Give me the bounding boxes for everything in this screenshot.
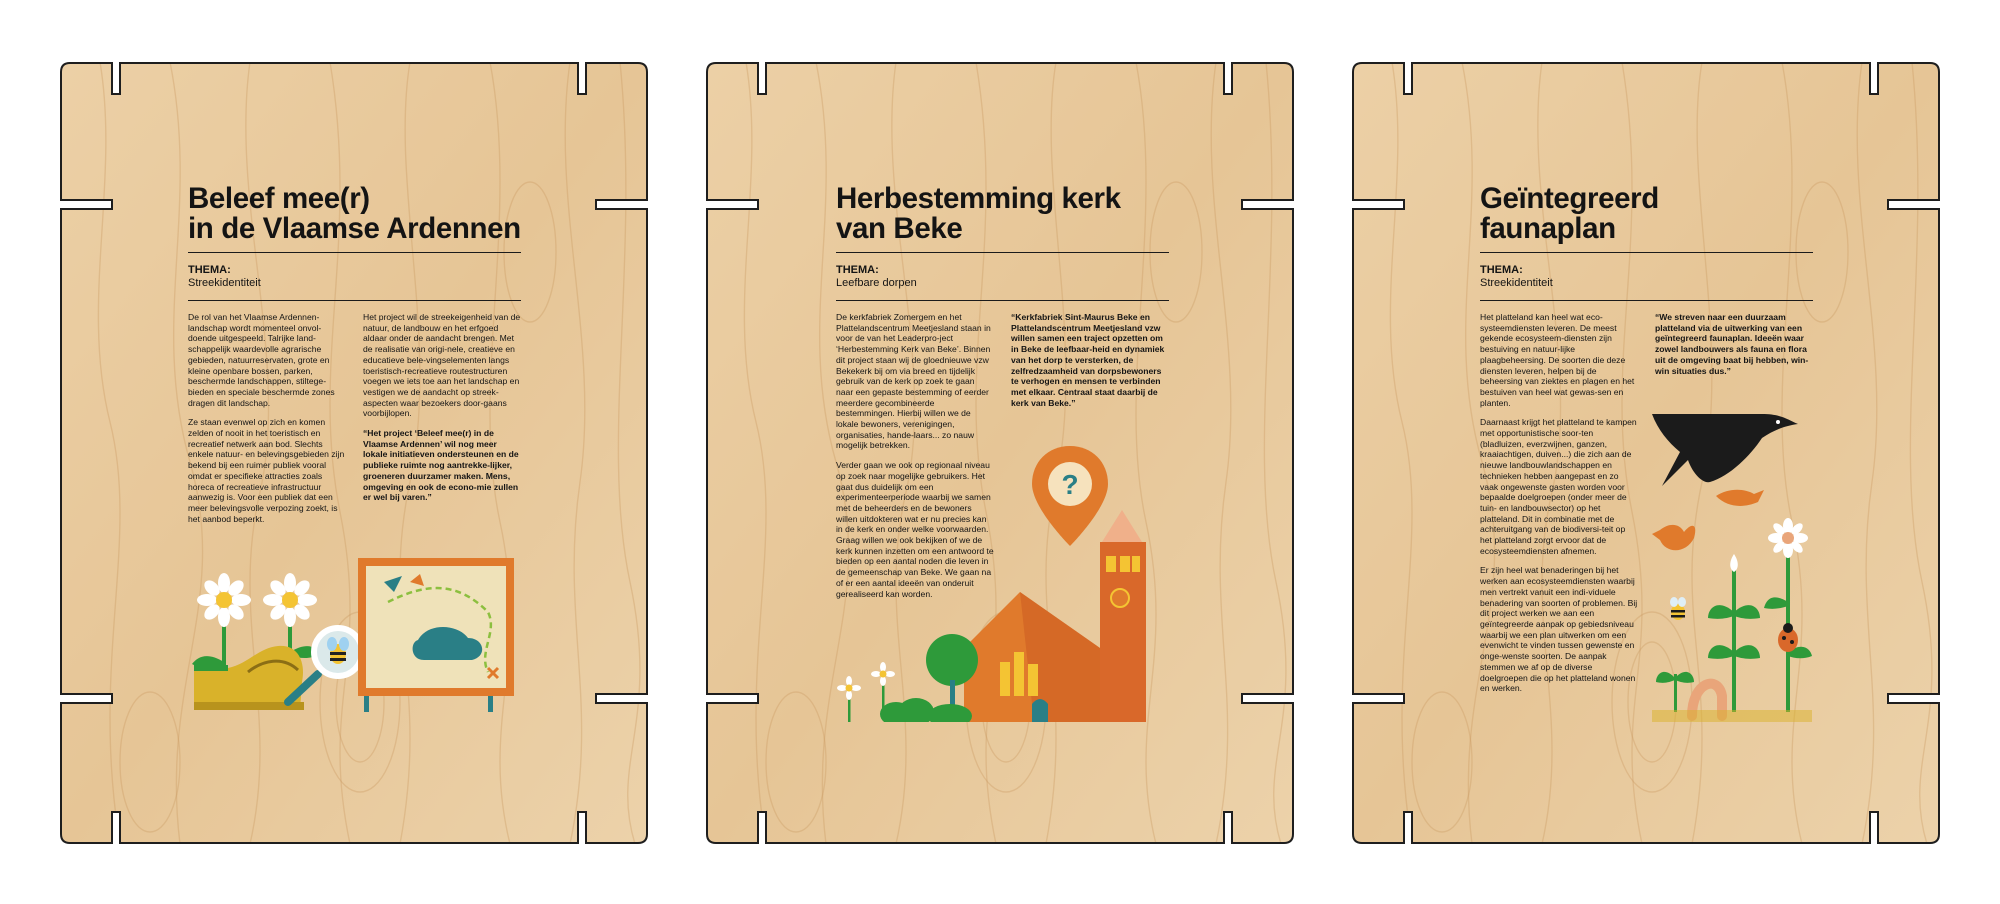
crow-icon	[1652, 414, 1798, 486]
bush-icon	[880, 698, 934, 722]
title-divider	[188, 252, 521, 253]
theme-label: THEMA:	[836, 264, 879, 276]
clock-icon	[1111, 589, 1129, 607]
paragraph: De kerkfabriek Zomergem en het Plattelandscentrum Meetjesland staan in voor de van het Leaderpro-ject ‘Herbestemming Kerk van Beke’. Binnen dit project staan wij de gloednieuwe vzw Bekekerk bij om via breed en tijdelijk gebruik van de kerk op zoek te gaan naar een gepaste bestemming of eerder meerdere gecombineerde bestemmingen. Hierbij willen we de lokale bewoners, verenigingen, organisaties, hande-laars... zo nauw mogelijk betrekken.	[836, 312, 991, 451]
theme-label: THEMA:	[1480, 264, 1523, 276]
info-panel-2	[706, 62, 1294, 844]
panel-title: Geïntegreerd faunaplan	[1480, 182, 1659, 245]
ladybug-icon	[1778, 623, 1798, 652]
paragraph: Daarnaast krijgt het platteland te kampen met opportunistische soor-ten (bladluizen, everzwijnen, ganzen, kraaiachtigen, duiven...) die zich aan de nieuwe landbouwlandschappen en technieken hebben aangepast en zo vaak ongewenste gasten worden voor bepaalde doelgroepen (onder meer de tuin- en landbouwsector) op het platteland. Dit in combinatie met de achteruitgang van de biodiversi-teit op het platteland zorgt ervoor dat de ecosysteemdiensten afnemen.	[1480, 417, 1637, 556]
paragraph: Ze staan evenwel op zich en komen zelden of nooit in het toeristisch en recreatief netwerk aan bod. Slechts enkele natuur- en belevingsgebieden zijn bekend bij een ruimer publiek vooral omdat er specifieke attracties zoals horeca of recreatieve infrastructuur aanwezig is. Voor een publiek dat een meer belevingsvolle verpozing zoekt, is het aanbod beperkt.	[188, 417, 345, 524]
theme-divider	[836, 300, 1169, 301]
ground	[1652, 710, 1812, 722]
theme-label: THEMA:	[188, 264, 231, 276]
title-divider	[836, 252, 1169, 253]
illustration-church	[834, 442, 1169, 722]
pull-quote: “Kerkfabriek Sint-Maurus Beke en Plattelandscentrum Meetjesland vzw willen samen een traject opzetten om in Beke de leefbaar-heid en dynamiek van het dorp te versterken, de zelfredzaamheid van dorpsbewoners te verhogen en mensen te verbinden met elkaar. Centraal staat daarbij de kerk van Beke.”	[1011, 312, 1165, 408]
text-column-left	[1480, 312, 1638, 703]
panel-title: Herbestemming kerk van Beke	[836, 182, 1121, 245]
bee-icon	[1670, 597, 1686, 620]
svg-text:?: ?	[1061, 469, 1079, 500]
info-panel-1	[60, 62, 648, 844]
panel-title: Beleef mee(r) in de Vlaamse Ardennen	[188, 182, 521, 245]
paragraph: Het platteland kan heel wat eco-systeemdiensten leveren. De meest gekende ecosysteem-diensten zijn bestuiving en natuur-lijke plaagbeheersing. De soorten die deze diensten leveren, helpen bij de beheersing van ziektes en plagen en het bestuiven van heel wat gewas-sen en planten.	[1480, 312, 1635, 408]
theme-divider	[1480, 300, 1813, 301]
bird-icon	[1652, 490, 1764, 551]
daisy-flower-icon	[1764, 518, 1812, 712]
illustration-landscape	[188, 552, 521, 712]
theme-divider	[188, 300, 521, 301]
illustration-fauna	[1652, 412, 1812, 722]
text-column-right	[363, 312, 521, 533]
church-icon	[964, 510, 1146, 722]
title-divider	[1480, 252, 1813, 253]
paragraph: Er zijn heel wat benaderingen bij het werken aan ecosysteemdiensten waarbij men vertrekt vanuit een indi-viduele benadering van soorten of problemen. Bij dit project werken we aan een geïntegreerde aanpak op gebiedsniveau waarbij we een plan uitwerken om een evenwicht te vinden tussen gewenste en onge-wenste soorten. De aanpak stemmen we af op de diverse doelgroepen die op het platteland wonen en werken.	[1480, 565, 1638, 694]
paragraph: Het project wil de streekeigenheid van de natuur, de landbouw en het erfgoed aldaar onder de aandacht brengen. Met de realisatie van origi-nele, creatieve en educatieve bele-vingselementen langs toeristisch-recreatieve routestructuren voegen we iets toe aan het landschap en vestigen we de aandacht op streek-aspecten waar bezoekers door-gaans voorbijlopen.	[363, 312, 521, 419]
theme-value: Leefbare dorpen	[836, 277, 917, 289]
pull-quote: “We streven naar een duurzaam platteland via de uitwerking van een geïntegreerd faunaplan. Ideeën waar zowel landbouwers als fauna en flora uit de omgeving baat bij hebben, win-win situaties dus.”	[1655, 312, 1809, 376]
pull-quote: “Het project ‘Beleef mee(r) in de Vlaamse Ardennen’ wil nog meer lokale initiatieven ondersteunen en de publieke ruimte nog aantrekke-lijker, groeneren duurzamer maken. Mens, omgeving en ook de econo-mie zullen er wel bij varen.”	[363, 428, 519, 503]
map-board-icon	[358, 558, 514, 712]
paragraph: De rol van het Vlaamse Ardennen-landschap wordt momenteel onvol-doende uitgespeeld. Talrijke land-schappelijk waardevolle agrarische gebieden, natuurreservaten, grote en kleine openbare bossen, parken, beschermde landschappen, stiltege-bieden en speciale beschermde zones dragen dit landschap.	[188, 312, 335, 408]
text-column-left	[188, 312, 346, 533]
theme-value: Streekidentiteit	[188, 277, 261, 289]
location-pin-question-icon	[1032, 446, 1108, 546]
paragraph: Verder gaan we ook op regionaal niveau op zoek naar mogelijke gebruikers. Het gaat dus duidelijk om een experimenteerperiode waarbij we samen met de beheerders en de bewoners willen uitdokteren wat er nu precies kan in de kerk en onder welke voorwaarden. Graag willen we ook bekijken of we de kerk kunnen inzetten om een antwoord te bieden op een aantal noden die leven in de gemeenschap van Beke. We gaan na of er een aantal ideeën van onderuit gerealiseerd kan worden.	[836, 460, 994, 599]
theme-value: Streekidentiteit	[1480, 277, 1553, 289]
info-panel-3	[1352, 62, 1940, 844]
